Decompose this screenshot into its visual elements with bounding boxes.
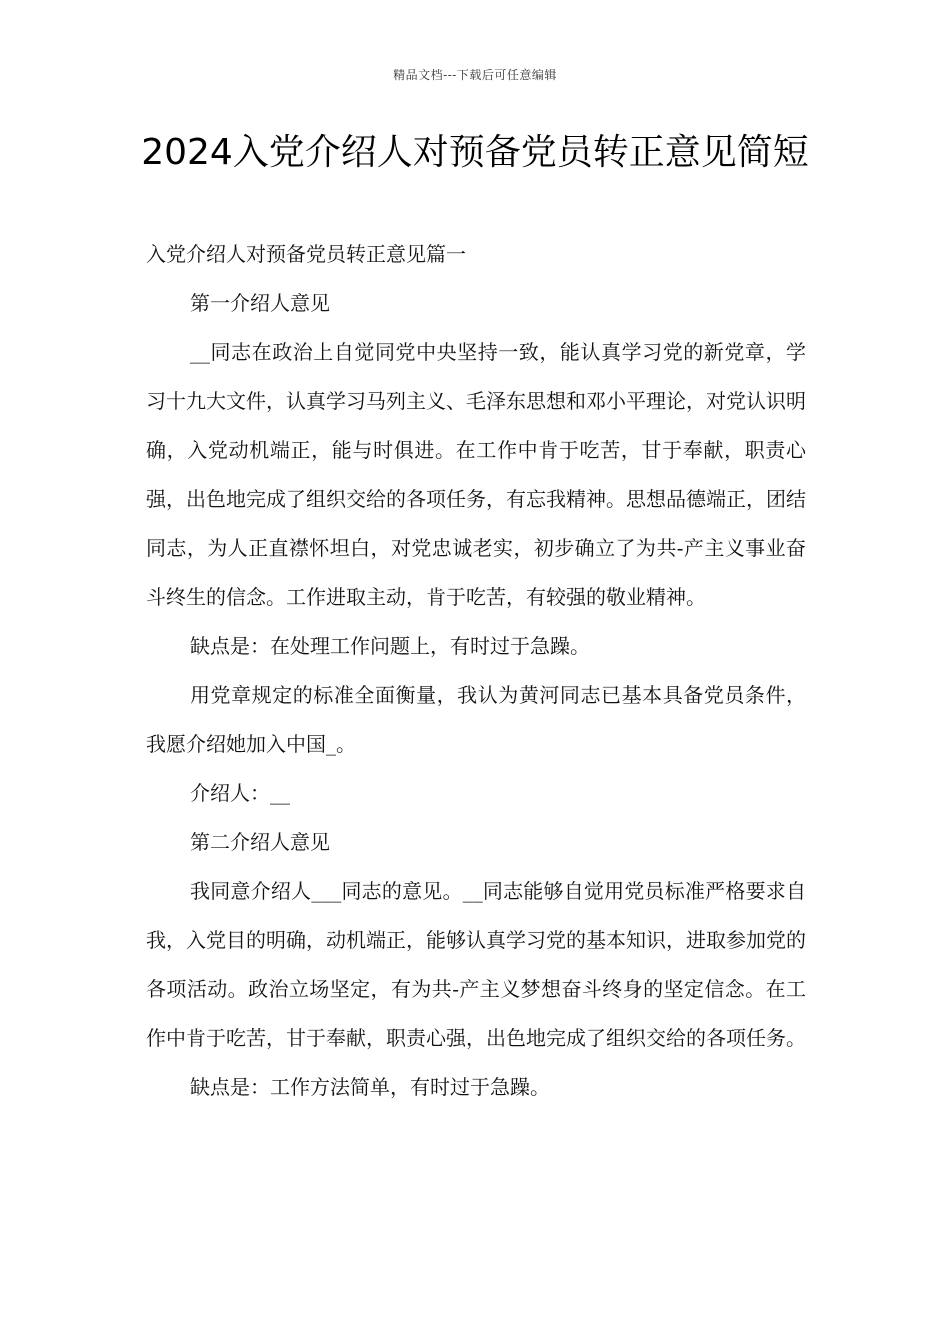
paragraph-second-introducer-opinion: 我同意介绍人___同志的意见。__同志能够自觉用党员标准严格要求自我，入党目的明确，动机端正，能够认真学习党的基本知识，进取参加党的各项活动。政治立场坚定，有为共-产主义梦想奋斗终身的坚定信念。在工作中肯于吃苦，甘于奉献，职责心强，出色地完成了组织交给的各项任务。: [146, 879, 806, 1050]
paragraph-shortcoming-1: 缺点是：在处理工作问题上，有时过于急躁。: [190, 634, 590, 658]
paragraph-conclusion: 用党章规定的标准全面衡量，我认为黄河同志已基本具备党员条件，我愿介绍她加入中国_。: [146, 683, 806, 756]
subsection-heading-second-introducer: 第二介绍人意见: [190, 830, 330, 854]
subsection-heading-first-introducer: 第一介绍人意见: [190, 291, 330, 315]
document-body: [146, 230, 806, 1112]
section-heading: 入党介绍人对预备党员转正意见篇一: [146, 242, 466, 266]
header-note: 精品文档---下载后可任意编辑: [393, 68, 557, 82]
introducer-signature-line: 介绍人：__: [190, 781, 290, 805]
document-title: 2024入党介绍人对预备党员转正意见简短: [141, 132, 809, 173]
paragraph-first-introducer-opinion: __同志在政治上自觉同党中央坚持一致，能认真学习党的新党章，学习十九大文件，认真学习马列主义、毛泽东思想和邓小平理论，对党认识明确，入党动机端正，能与时俱进。在工作中肯于吃苦，甘于奉献，职责心强，出色地完成了组织交给的各项任务，有忘我精神。思想品德端正，团结同志，为人正直襟怀坦白，对党忠诚老实，初步确立了为共-产主义事业奋斗终生的信念。工作进取主动，肯于吃苦，有较强的敬业精神。: [146, 340, 806, 609]
paragraph-shortcoming-2: 缺点是：工作方法简单，有时过于急躁。: [190, 1075, 550, 1099]
